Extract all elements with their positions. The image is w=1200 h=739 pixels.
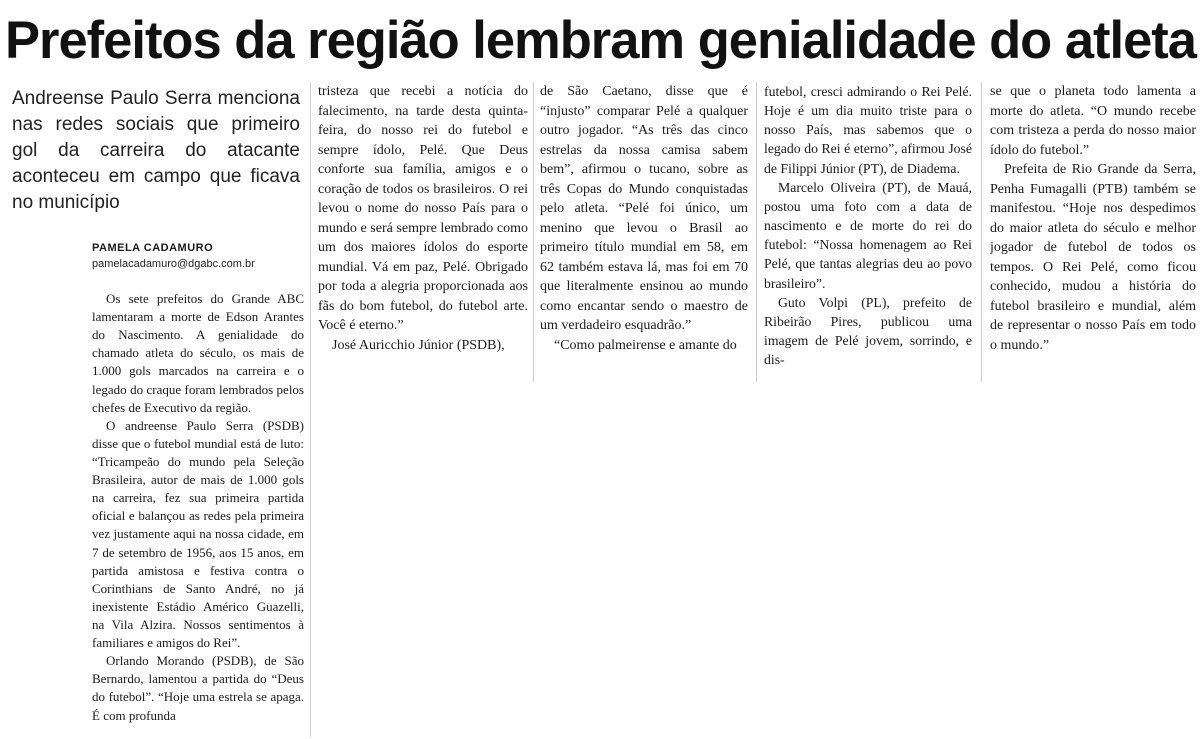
paragraph: “Como palmeirense e amante do bbox=[554, 337, 737, 353]
paragraph: Os sete prefeitos do Grande ABC lamentaram a morte de Edson Arantes do Nascimento. A genialidade do chamado atleta do século, os mais de 1.000 gols marcados na carreira e o legado do craque foram lembrados pelos chefes de Executivo da região. bbox=[92, 291, 304, 415]
paragraph: se que o planeta todo lamenta a morte do atleta. “O mundo recebe com tristeza a perda do nosso maior ídolo do futebol.” bbox=[990, 84, 1196, 158]
article-column-2 bbox=[318, 82, 528, 382]
paragraph: O andreense Paulo Serra (PSDB) disse que o futebol mundial está de luto: “Tricampeão do mundo pela Seleção Brasileira, autor de mais de 1.000 gols na carreira, fez sua primeira partida oficial e balançou as redes pela primeira vez justamente aqui na nossa cidade, em 7 de setembro de 1956, aos 15 anos, em partida amistosa e festiva contra o Corinthians de Santo André, no já inexistente Estádio Américo Guazelli, na Vila Alzira. Nossos sentimentos à familiares e amigos do Rei”. bbox=[92, 417, 304, 651]
paragraph: Prefeita de Rio Grande da Serra, Penha Fumagalli (PTB) também se manifestou. “Hoje nos despedimos do maior atleta do século e melhor jogador de futebol de todos os tempos. O Rei Pelé, como ficou conhecido, mudou a história do futebol brasileiro e mundial, além de representar o nosso País em todo o mundo.” bbox=[990, 162, 1196, 353]
paragraph: de São Caetano, disse que é “injusto” comparar Pelé a qualquer outro jogador. “As três das cinco estrelas da nossa camisa sabem bem”, afirmou o tucano, sobre as três Copas do Mundo conquistadas pelo atleta. “Pelé foi único, um menino que levou o Brasil ao primeiro título mundial em 58, em 62 também estava lá, mas foi em 70 que literalmente ensinou ao mundo como encantar sendo o maestro de um verdadeiro esquadrão.” bbox=[540, 84, 748, 333]
byline bbox=[92, 240, 302, 272]
article-column-5 bbox=[990, 82, 1196, 382]
headline: Prefeitos da região lembram genialidade do atleta bbox=[5, 11, 1196, 70]
paragraph: futebol, cresci admirando o Rei Pelé. Hoje é um dia muito triste para o nosso País, mas sabemos que o legado do Rei é eterno”, afirmou José de Filippi Júnior (PT), de Diadema. bbox=[764, 84, 972, 176]
paragraph: Orlando Morando (PSDB), de São Bernardo, lamentou a partida do “Deus do futebol”. “Hoje uma estrela se apaga. É com profunda bbox=[92, 653, 304, 723]
column-divider bbox=[981, 82, 982, 382]
paragraph: José Auricchio Júnior (PSDB), bbox=[332, 337, 505, 353]
article-column-1 bbox=[92, 290, 304, 738]
paragraph: tristeza que recebi a notícia do falecimento, na tarde desta quinta-feira, do nosso rei do futebol e sempre ídolo, Pelé. Que Deus conforte sua família, amigos e o coração de todos os brasileiros. O rei levou o nome do nosso País para o mundo e será sempre lembrado como um dos maiores ídolos do esporte mundial. Vá em paz, Pelé. Obrigado por toda a alegria proporcionada aos fãs do bom futebol, do futebol arte. Você é eterno.” bbox=[318, 84, 528, 333]
column-divider bbox=[533, 82, 534, 382]
subheadline: Andreense Paulo Serra menciona nas redes sociais que primeiro gol da carreira do atacante aconteceu em campo que ficava no município bbox=[12, 88, 300, 213]
author-email: pamelacadamuro@dgabc.com.br bbox=[92, 258, 255, 270]
paragraph: Guto Volpi (PL), prefeito de Ribeirão Pires, publicou uma imagem de Pelé jovem, sorrindo, e dis- bbox=[764, 294, 972, 368]
column-divider bbox=[756, 82, 757, 382]
author-name: PAMELA CADAMURO bbox=[92, 242, 214, 254]
article-column-3 bbox=[540, 82, 748, 382]
paragraph: Marcelo Oliveira (PT), de Mauá, postou uma foto com a data de nascimento e de morte do rei do futebol: “Nossa homenagem ao Rei Pelé, que tantas alegrias deu ao povo brasileiro”. bbox=[764, 179, 972, 291]
article-column-4 bbox=[764, 82, 972, 382]
column-divider bbox=[310, 82, 311, 737]
